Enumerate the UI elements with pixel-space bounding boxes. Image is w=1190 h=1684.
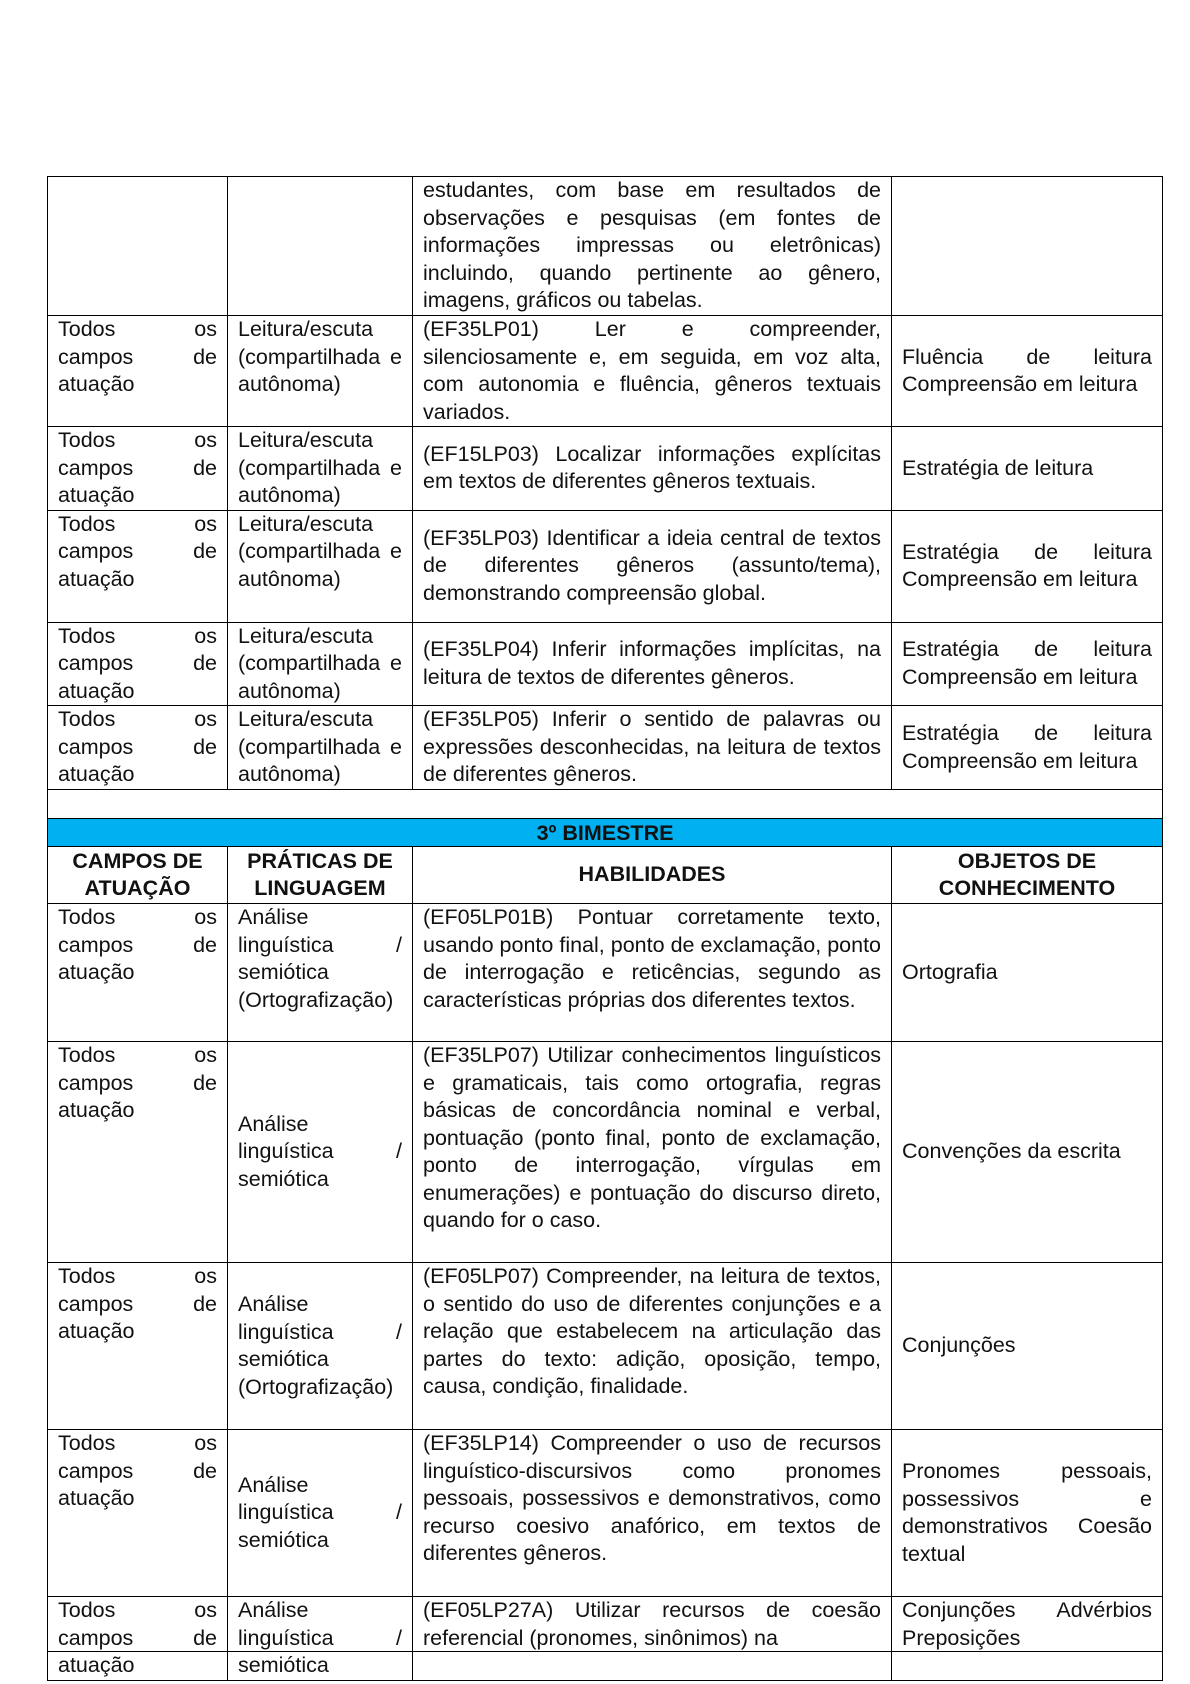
table-row [48, 1263, 1163, 1430]
table-row [48, 1597, 1163, 1681]
spacer-row [48, 790, 1163, 819]
table-row [48, 706, 1163, 790]
praticas-cell: Leitura/escuta (compartilhada e autônoma) [228, 316, 413, 427]
campos-cell: Todos os campos de atuação [48, 427, 228, 511]
header-objetos: OBJETOS DE CONHECIMENTO [892, 847, 1163, 904]
campos-cell: Todos os campos de atuação [48, 1042, 228, 1263]
habilidade-cell: (EF35LP07) Utilizar conhecimentos linguísticos e gramaticais, tais como ortografia, regras básicas de concordância nominal e verbal, pontuação (ponto final, ponto de exclamação, ponto de interrogação, vírgulas em enumerações) e pontuação do discurso direto, quando for o caso. [413, 1042, 892, 1263]
praticas-cell: Análise linguística / semiótica [228, 1042, 413, 1263]
habilidade-cell: estudantes, com base em resultados de observações e pesquisas (em fontes de informações impressas ou eletrônicas) incluindo, quando pertinente ao gênero, imagens, gráficos ou tabelas. [413, 177, 892, 316]
table-row [48, 177, 1163, 316]
objetos-cell: Estratégia de leitura [892, 427, 1163, 511]
habilidade-cell: (EF05LP07) Compreender, na leitura de textos, o sentido do uso de diferentes conjunções e a relação que estabelecem na articulação das partes do texto: adição, oposição, tempo, causa, condição, finalidade. [413, 1263, 892, 1430]
objetos-cell: Estratégia de leitura Compreensão em leitura [892, 510, 1163, 622]
praticas-cell: Análise linguística / semiótica [228, 1430, 413, 1597]
objetos-cell: Fluência de leitura Compreensão em leitura [892, 316, 1163, 427]
habilidade-cell: (EF35LP03) Identificar a ideia central de textos de diferentes gêneros (assunto/tema), demonstrando compreensão global. [413, 510, 892, 622]
objetos-cell: Convenções da escrita [892, 1042, 1163, 1263]
praticas-cell: Análise linguística / semiótica (Ortografização) [228, 1263, 413, 1430]
campos-cell: Todos os campos de atuação [48, 622, 228, 706]
table-row [48, 904, 1163, 1042]
campos-cell: Todos os campos de atuação [48, 510, 228, 622]
habilidade-cell: (EF35LP14) Compreender o uso de recursos linguístico-discursivos como pronomes pessoais, possessivos e demonstrativos, como recurso coesivo anafórico, em textos de diferentes gêneros. [413, 1430, 892, 1597]
campos-cell [48, 177, 228, 316]
table-row [48, 1430, 1163, 1597]
table-row [48, 427, 1163, 511]
curriculum-table-container [47, 176, 1162, 1677]
empty-cell [48, 790, 1163, 819]
objetos-cell [892, 177, 1163, 316]
objetos-cell: Pronomes pessoais, possessivos e demonstrativos Coesão textual [892, 1430, 1163, 1597]
praticas-cell: Leitura/escuta (compartilhada e autônoma) [228, 427, 413, 511]
table-row [48, 622, 1163, 706]
table-row [48, 510, 1163, 622]
header-row [48, 847, 1163, 904]
praticas-cell [228, 177, 413, 316]
campos-cell: Todos os campos de atuação [48, 904, 228, 1042]
section-title: 3º BIMESTRE [48, 819, 1163, 847]
praticas-cell: Leitura/escuta (compartilhada e autônoma) [228, 706, 413, 790]
habilidade-cell: (EF35LP05) Inferir o sentido de palavras ou expressões desconhecidas, na leitura de textos de diferentes gêneros. [413, 706, 892, 790]
campos-cell: Todos os campos de atuação [48, 1597, 228, 1681]
section-row [48, 819, 1163, 847]
objetos-cell: Ortografia [892, 904, 1163, 1042]
habilidade-cell: (EF35LP01) Ler e compreender, silenciosamente e, em seguida, em voz alta, com autonomia e fluência, gêneros textuais variados. [413, 316, 892, 427]
objetos-cell: Conjunções [892, 1263, 1163, 1430]
header-praticas: PRÁTICAS DE LINGUAGEM [228, 847, 413, 904]
header-campos: CAMPOS DE ATUAÇÃO [48, 847, 228, 904]
header-habilidades: HABILIDADES [413, 847, 892, 904]
habilidade-cell: (EF35LP04) Inferir informações implícitas, na leitura de textos de diferentes gêneros. [413, 622, 892, 706]
objetos-cell: Estratégia de leitura Compreensão em leitura [892, 622, 1163, 706]
table-row [48, 1042, 1163, 1263]
table-row [48, 316, 1163, 427]
praticas-cell: Leitura/escuta (compartilhada e autônoma) [228, 622, 413, 706]
campos-cell: Todos os campos de atuação [48, 1263, 228, 1430]
habilidade-cell: (EF15LP03) Localizar informações explícitas em textos de diferentes gêneros textuais. [413, 427, 892, 511]
campos-cell: Todos os campos de atuação [48, 1430, 228, 1597]
praticas-cell: Análise linguística / semiótica [228, 1597, 413, 1681]
habilidade-cell: (EF05LP27A) Utilizar recursos de coesão referencial (pronomes, sinônimos) na [413, 1597, 892, 1681]
habilidade-cell: (EF05LP01B) Pontuar corretamente texto, usando ponto final, ponto de exclamação, ponto de interrogação e reticências, segundo as características próprias dos diferentes textos. [413, 904, 892, 1042]
objetos-cell: Estratégia de leitura Compreensão em leitura [892, 706, 1163, 790]
praticas-cell: Análise linguística / semiótica (Ortografização) [228, 904, 413, 1042]
campos-cell: Todos os campos de atuação [48, 706, 228, 790]
praticas-cell: Leitura/escuta (compartilhada e autônoma) [228, 510, 413, 622]
curriculum-table [47, 176, 1163, 1681]
campos-cell: Todos os campos de atuação [48, 316, 228, 427]
objetos-cell: Conjunções Advérbios Preposições [892, 1597, 1163, 1681]
